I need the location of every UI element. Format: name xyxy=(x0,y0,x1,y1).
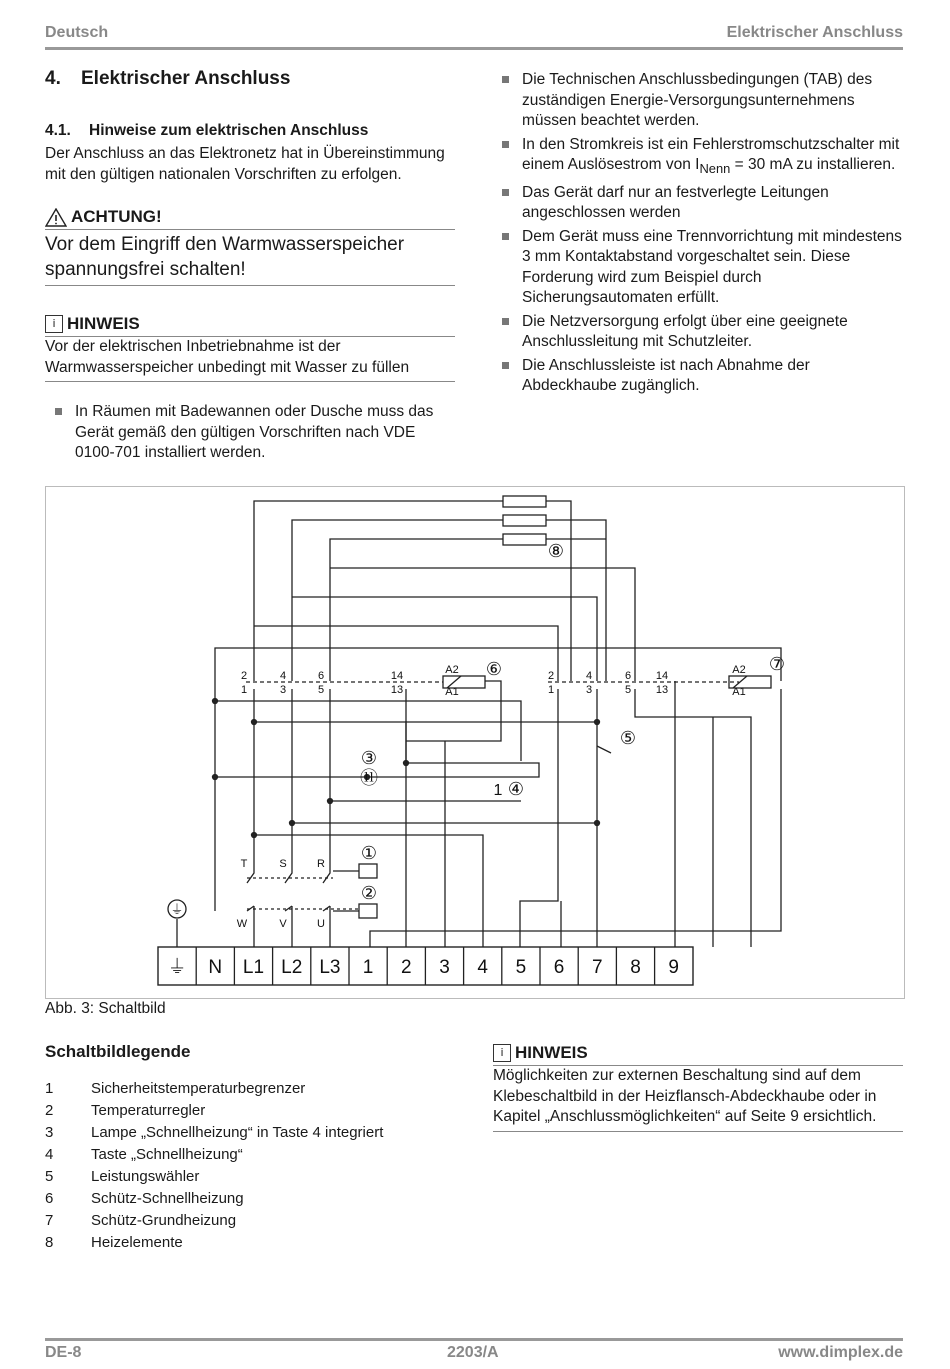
terminal-label: 7 xyxy=(592,957,603,978)
heating-element xyxy=(503,496,546,507)
list-item: Dem Gerät muss eine Trennvorrichtung mit mindestens 3 mm Kontaktabstand vorgeschaltet sein. Diese Forderung wird zum Beispiel durch Sicherungsautomaten erfüllt. xyxy=(500,227,905,309)
contact-number: 4 xyxy=(279,670,287,682)
contact-number: 4 xyxy=(585,670,593,682)
warning-header xyxy=(45,207,455,227)
legend-number: 7 xyxy=(45,1212,54,1229)
subsection-heading xyxy=(45,122,455,140)
terminal-label: 6 xyxy=(553,957,565,978)
list-item: Die Anschlussleiste ist nach Abnahme der Abdeckhaube zugänglich. xyxy=(500,356,905,397)
earth-terminal: ⏚ xyxy=(167,957,187,978)
legend-text: Schütz-Grundheizung xyxy=(91,1212,237,1229)
right-bullet-list xyxy=(500,70,905,397)
switch-label: S xyxy=(279,858,287,870)
legend-item xyxy=(45,1166,383,1188)
terminal-label: 8 xyxy=(630,957,641,978)
coil-label: A1 xyxy=(445,686,459,698)
legend-item xyxy=(45,1122,383,1144)
legend-title: Schaltbildlegende xyxy=(45,1042,191,1061)
terminal-label: N xyxy=(208,957,223,978)
legend-text: Heizelemente xyxy=(91,1234,183,1251)
coil-label: A1 xyxy=(732,686,746,698)
switch-label: R xyxy=(317,858,325,870)
marker-6: ⑥ xyxy=(485,659,503,679)
legend-text: Lampe „Schnellheizung“ in Taste 4 integriert xyxy=(91,1124,384,1141)
terminal-label: 4 xyxy=(477,957,488,978)
rcd-text-start: In den Stromkreis ist ein Fehlerstromschutzschalter mit einem Auslösestrom von I xyxy=(522,135,900,173)
marker-4: ④ xyxy=(507,779,525,799)
wiring-diagram-svg xyxy=(46,487,904,998)
contact-number: 5 xyxy=(317,684,325,696)
contact-number: 6 xyxy=(624,670,632,682)
section-number: 4. xyxy=(45,68,61,89)
legend-number: 2 xyxy=(45,1102,54,1119)
document-code: 2203/A xyxy=(447,1344,499,1361)
header-language: Deutsch xyxy=(45,24,109,41)
subsection-title: Hinweise zum elektrischen Anschluss xyxy=(89,122,369,139)
legend-text: Taste „Schnellheizung“ xyxy=(91,1146,243,1163)
legend-number: 6 xyxy=(45,1190,54,1207)
earth-icon: ⏚ xyxy=(170,902,184,917)
coil-label: A2 xyxy=(445,664,459,676)
contact-number: 13 xyxy=(390,684,404,696)
terminal-label: L3 xyxy=(319,957,341,978)
legend-item xyxy=(45,1078,383,1100)
contact-number: 1 xyxy=(547,684,555,696)
note-title: HINWEIS xyxy=(515,1043,588,1062)
terminal-label: 1 xyxy=(362,957,374,978)
terminal-strip xyxy=(158,947,693,985)
section-heading xyxy=(45,68,455,90)
legend-number: 3 xyxy=(45,1124,54,1141)
contact-numbers xyxy=(237,664,746,930)
legend-item xyxy=(45,1100,383,1122)
terminal-label: 3 xyxy=(439,957,450,978)
legend-list xyxy=(45,1078,383,1254)
figure-caption: Abb. 3: Schaltbild xyxy=(45,1000,166,1017)
switch-label: V xyxy=(279,918,287,930)
warning-title: ACHTUNG! xyxy=(71,207,162,226)
legend-number: 8 xyxy=(45,1234,54,1251)
subsection-number: 4.1. xyxy=(45,122,71,139)
contact-number: 13 xyxy=(655,684,669,696)
legend-item xyxy=(45,1144,383,1166)
terminal-label: L1 xyxy=(242,957,265,978)
terminal-label: 2 xyxy=(401,957,412,978)
marker-1: ① xyxy=(360,843,378,863)
note-text: Vor der elektrischen Inbetriebnahme ist der Warmwasserspeicher unbedingt mit Wasser zu füllen xyxy=(45,338,410,376)
legend-text: Temperaturregler xyxy=(91,1102,206,1119)
warning-box xyxy=(45,207,455,286)
contact-number: 14 xyxy=(655,670,669,682)
marker-8: ⑧ xyxy=(547,541,565,561)
legend-text: Leistungswähler xyxy=(91,1168,200,1185)
marker-2: ② xyxy=(360,883,378,903)
contact-number: 5 xyxy=(624,684,632,696)
list-item: Die Technischen Anschlussbedingungen (TAB) des zuständigen Energie-Versorgungsunternehmens müssen beachtet werden. xyxy=(500,70,905,132)
legend-number: 5 xyxy=(45,1168,54,1185)
header-divider xyxy=(45,47,903,50)
note-bottom-rule xyxy=(45,381,455,382)
switch-label: T xyxy=(240,858,248,870)
info-icon: i xyxy=(493,1044,511,1062)
warning-text: Vor dem Eingriff den Warmwasserspeicher spannungsfrei schalten! xyxy=(45,234,405,280)
left-bullet-list xyxy=(45,402,455,464)
switch-label: U xyxy=(317,918,325,930)
contact-number: 1 xyxy=(240,684,248,696)
button-number: 1 xyxy=(493,782,503,799)
terminal-label: L2 xyxy=(281,957,303,978)
info-icon: i xyxy=(45,315,63,333)
heating-element xyxy=(503,515,546,526)
contact-number: 6 xyxy=(317,670,325,682)
contact-number: 2 xyxy=(240,670,248,682)
note-text: Möglichkeiten zur externen Beschaltung sind auf dem Klebeschaltbild in der Heizflansch-Abdeckhaube oder in Kapitel „Anschlussmöglichkeiten“ auf Seite 9 ersichtlich. xyxy=(493,1067,877,1125)
list-item: In Räumen mit Badewannen oder Dusche muss das Gerät gemäß den gültigen Vorschriften nach VDE 0100-701 installiert werden. xyxy=(53,402,455,464)
intro-text: Der Anschluss an das Elektronetz hat in Übereinstimmung mit den gültigen nationalen Vorschriften zu erfolgen. xyxy=(45,145,445,183)
note-box-2 xyxy=(493,1043,903,1132)
note-bottom-rule xyxy=(493,1131,903,1132)
note-box xyxy=(45,314,455,382)
right-column xyxy=(500,70,905,400)
switch-label: W xyxy=(236,918,248,930)
legend-text: Sicherheitstemperaturbegrenzer xyxy=(91,1080,306,1097)
header-chapter: Elektrischer Anschluss xyxy=(726,24,903,41)
section-title: Elektrischer Anschluss xyxy=(81,68,291,89)
marker-11: ⑪ xyxy=(360,768,378,788)
note-title: HINWEIS xyxy=(67,314,140,333)
contact-number: 14 xyxy=(390,670,404,682)
legend-item xyxy=(45,1210,383,1232)
legend-item xyxy=(45,1232,383,1254)
contact-number: 2 xyxy=(547,670,555,682)
coil-label: A2 xyxy=(732,664,746,676)
legend-item xyxy=(45,1188,383,1210)
warning-triangle-icon xyxy=(45,208,67,227)
terminal-label: 5 xyxy=(515,957,527,978)
list-item: Die Netzversorgung erfolgt über eine geeignete Anschlussleitung mit Schutzleiter. xyxy=(500,312,905,353)
list-item: Das Gerät darf nur an festverlegte Leitungen angeschlossen werden xyxy=(500,183,905,224)
marker-5: ⑤ xyxy=(619,728,637,748)
left-column xyxy=(45,68,455,467)
legend-number: 1 xyxy=(45,1080,54,1097)
list-item xyxy=(500,135,905,180)
terminal-label: 9 xyxy=(668,957,679,978)
marker-3: ③ xyxy=(360,748,378,768)
website-link[interactable]: www.dimplex.de xyxy=(778,1344,903,1361)
page-header xyxy=(45,20,903,44)
legend-text: Schütz-Schnellheizung xyxy=(91,1190,244,1207)
contact-number: 3 xyxy=(279,684,287,696)
note-header xyxy=(493,1043,903,1063)
contact-number: 3 xyxy=(585,684,593,696)
wiring-diagram xyxy=(45,486,905,999)
note-header xyxy=(45,314,455,334)
warning-bottom-rule xyxy=(45,285,455,286)
footer-divider xyxy=(45,1338,903,1341)
rcd-text-end: = 30 mA zu installieren. xyxy=(730,156,896,173)
marker-7: ⑦ xyxy=(768,654,786,674)
legend-number: 4 xyxy=(45,1146,54,1163)
heating-element xyxy=(503,534,546,545)
page-number: DE-8 xyxy=(45,1344,82,1361)
rcd-subscript: Nenn xyxy=(699,161,731,177)
